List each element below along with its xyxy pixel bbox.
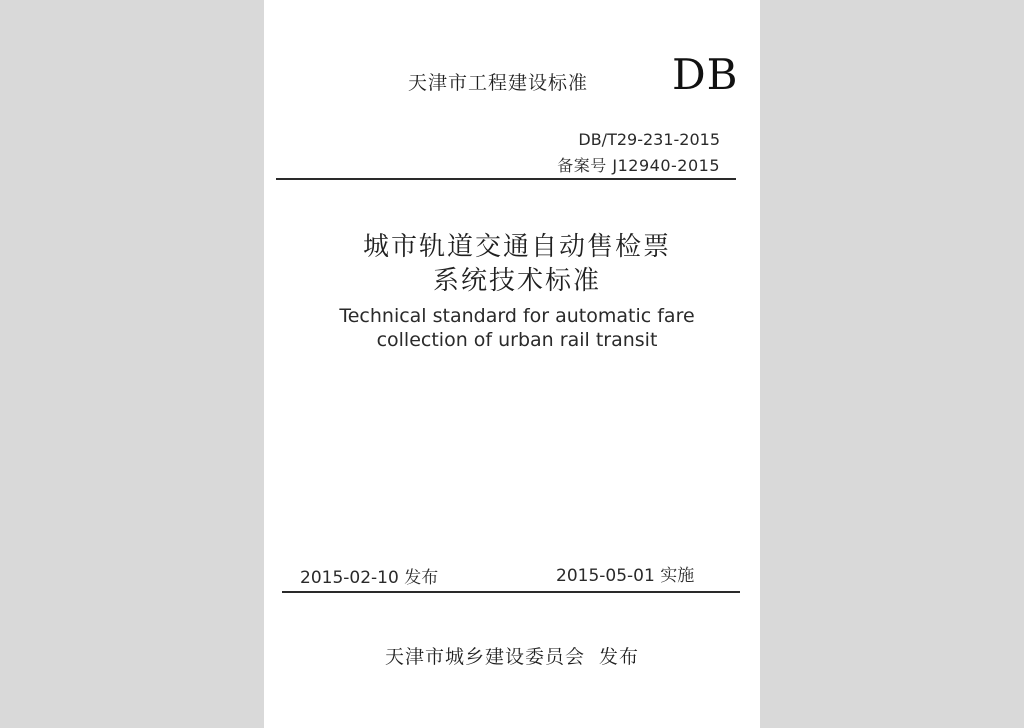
top-divider	[276, 178, 736, 180]
english-title-line-1: Technical standard for automatic fare	[339, 305, 695, 327]
chinese-title-line-2: 系统技术标准	[432, 266, 601, 296]
document-cover	[264, 0, 760, 728]
db-standard-mark: DB	[672, 50, 739, 99]
issuing-authority-heading: 天津市工程建设标准	[408, 72, 589, 94]
publisher: 天津市城乡建设委员会 发布	[384, 646, 640, 668]
standard-number: DB/T29-231-2015	[578, 130, 720, 149]
chinese-title-line-1: 城市轨道交通自动售检票	[362, 232, 671, 262]
implementation-date: 2015-05-01 实施	[556, 566, 695, 586]
chinese-title	[264, 230, 760, 298]
filing-number: 备案号 J12940-2015	[557, 156, 720, 175]
issue-date: 2015-02-10 发布	[300, 568, 439, 588]
english-title-line-2: collection of urban rail transit	[376, 329, 658, 351]
bottom-divider	[282, 591, 740, 593]
english-title	[264, 304, 760, 352]
